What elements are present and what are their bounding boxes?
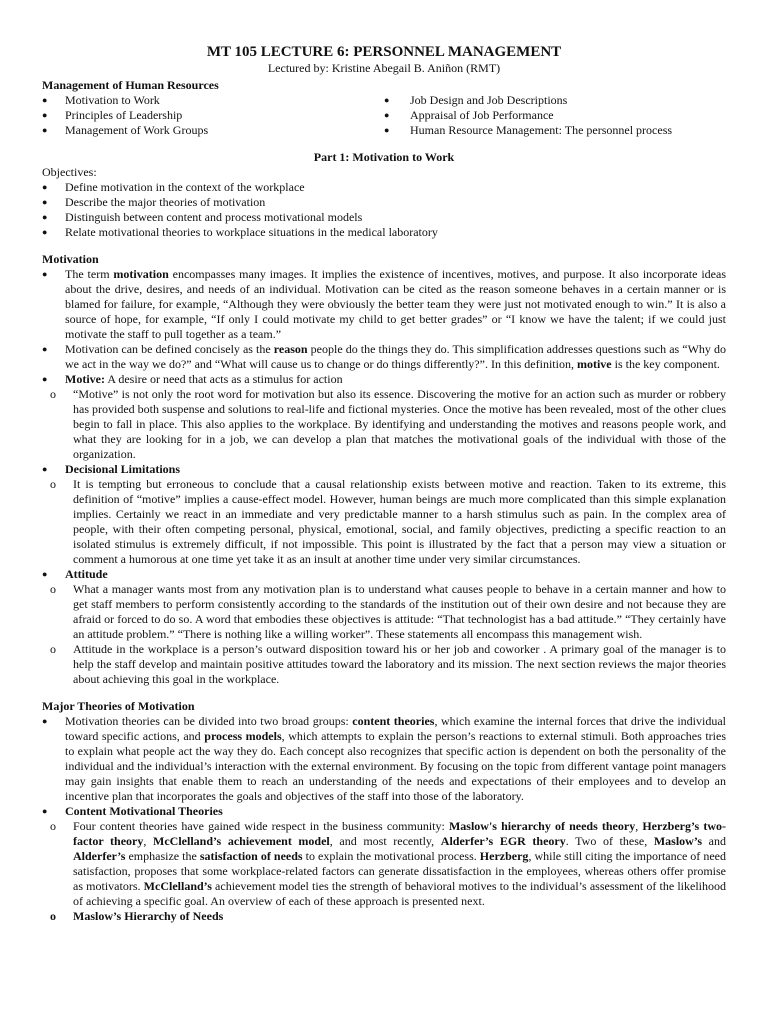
theories-heading: Major Theories of Motivation (42, 699, 195, 713)
list-item: ● Decisional Limitations (42, 462, 726, 477)
list-item: ● Human Resource Management: The personnel process (384, 123, 726, 138)
list-item: ● Management of Work Groups (42, 123, 384, 138)
objectives-list (42, 180, 726, 240)
lecturer-line: Lectured by: Kristine Abegail B. Aniñon (RMT) (267, 61, 501, 75)
hr-heading: Management of Human Resources (42, 78, 219, 92)
sub-list-item: o “Motive” is not only the root word for motivation but also its essence. Discovering the motive for an action such as murder or robbery has provided both suspense and solutions to real-life and fictional mysteries. Once the motive has been revealed, most of the other clues begin to fall in place. This also applies to the workplace. By identifying and understanding the motives and reasons people work, and what they are looking for in a job, we can develop a plan that matches the motivational goals of the individual with those of the organization. (42, 387, 726, 462)
sub-list-item: o Attitude in the workplace is a person’s outward disposition toward his or her job and coworker . A primary goal of the manager is to help the staff develop and maintain positive attitudes toward the laboratory and its mission. The next section reviews the major theories about achieving this goal in the workplace. (42, 642, 726, 687)
sub-list-item: o It is tempting but erroneous to conclude that a causal relationship exists between motive and reaction. Taken to its extreme, this definition of “motive” implies a cause-effect model. However, human beings are much more complicated than this simple explanation implies. Certainly we react in an immediate and very predictable manner to a harsh stimulus such as pain. In the complex area of people, with their often competing personal, physical, emotional, social, and family objectives, predicting a specific reaction to an isolated stimulus is extremely difficult, if not impossible. This point is illustrated by the fact that a person may view a situation or comment a humorous at one time yet take it as an insult at another time under very similar circumstances. (42, 477, 726, 567)
list-item: ● Appraisal of Job Performance (384, 108, 726, 123)
list-item: ● The term motivation encompasses many images. It implies the existence of incentives, motives, and purpose. It also incorporate ideas about the drive, desires, and needs of an individual. Motivation can be cited as the reason someone behaves in a certain manner or is blamed for failure, for example, “Although they were obviously the better team they were just not motivated enough to win.” It is also a source of hope, for example, “If only I could motivate my child to get better grades” or “I know we have the talent; if we could just motivate the staff to pull together as a team.” (42, 267, 726, 342)
list-item: ● Motivation theories can be divided into two broad groups: content theories, which examine the internal forces that drive the individual toward specific actions, and process models, which attempts to explain the person’s reactions to external stimuli. Both approaches tries to explain what people act the way they do. Each concept also recognizes that specific action is dependent on both the personality of the individual and the individual’s interaction with the external environment. By focusing on the topic from different vantage point managers may gain insights that enable them to reach an understanding of the needs and expectations of their employees and to develop an incentive plan that incorporates the goals and objectives of the staff into those of the laboratory. (42, 714, 726, 804)
hr-topics-right (384, 93, 726, 138)
sub-list-item: o Four content theories have gained wide respect in the business community: Maslow's hierarchy of needs theory, Herzberg’s two-factor theory, McClelland’s achievement model, and most recently, Alderfer’s EGR theory. Two of these, Maslow’s and Alderfer’s emphasize the satisfaction of needs to explain the motivational process. Herzberg, while still citing the importance of need satisfaction, proposes that some workplace-related factors can generate dissatisfaction in the employees, whereas others offer promise as motivators. McClelland’s achievement model ties the strength of behavioral motives to the individual’s assessment of the likelihood of achieving a specific goal. An overview of each of these approach is presented next. (42, 819, 726, 909)
hr-topics-left (42, 93, 384, 138)
list-item: ● Job Design and Job Descriptions (384, 93, 726, 108)
list-item: ● Describe the major theories of motivation (42, 195, 726, 210)
list-item: ● Motivation to Work (42, 93, 384, 108)
sub-list-item: o What a manager wants most from any motivation plan is to understand what causes people to behave in a certain manner and how to get staff members to perform consistently according to the standards of the institution out of their own desire and not because they are afraid or forced to do so. A word that embodies these objectives is attitude: “That technologist has a bad attitude.” “They certainly have an attitude problem.” “There is nothing like a willing worker”. These statements all encompass this management wish. (42, 582, 726, 642)
page-title: MT 105 LECTURE 6: PERSONNEL MANAGEMENT (206, 44, 562, 60)
hr-topic-list (42, 93, 726, 138)
list-item: ● Relate motivational theories to workplace situations in the medical laboratory (42, 225, 726, 240)
list-item: ● Attitude (42, 567, 726, 582)
list-item: ● Motivation can be defined concisely as the reason people do the things they do. This simplification addresses questions such as “Why do we act in the way we do?” and “What will cause us to change or do things differently?”. In this definition, motive is the key component. (42, 342, 726, 372)
motivation-list (42, 267, 726, 687)
part-1-title: Part 1: Motivation to Work (313, 150, 455, 164)
sub-list-item: o Maslow’s Hierarchy of Needs (42, 909, 726, 924)
list-item: ● Motive: A desire or need that acts as a stimulus for action (42, 372, 726, 387)
list-item: ● Distinguish between content and process motivational models (42, 210, 726, 225)
list-item: ● Content Motivational Theories (42, 804, 726, 819)
list-item: ● Principles of Leadership (42, 108, 384, 123)
list-item: ● Define motivation in the context of the workplace (42, 180, 726, 195)
motivation-heading: Motivation (42, 252, 99, 266)
theories-list (42, 714, 726, 924)
objectives-label: Objectives: (42, 165, 97, 179)
